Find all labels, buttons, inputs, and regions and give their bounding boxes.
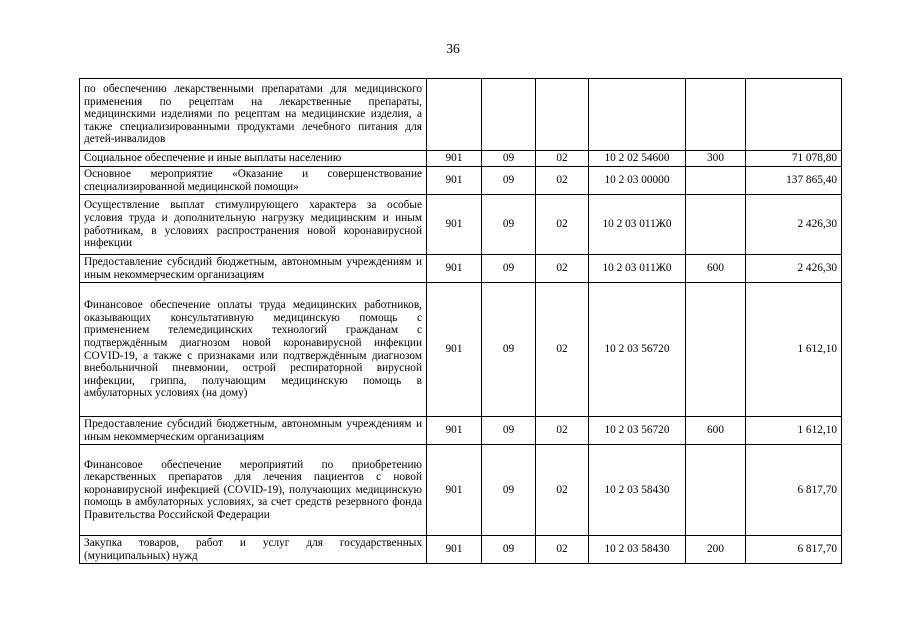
section-code: 09 <box>482 536 536 564</box>
row-name: Предоставление субсидий бюджетным, автономным учреждениям и иным некоммерческим организациям <box>80 417 427 445</box>
ministry-code: 901 <box>427 445 482 536</box>
subsection-code: 02 <box>536 151 589 167</box>
amount: 71 078,80 <box>746 151 842 167</box>
table-row <box>80 417 842 445</box>
table-row <box>80 79 842 151</box>
section-code: 09 <box>482 195 536 255</box>
target-code: 10 2 03 011Ж0 <box>589 255 686 283</box>
ministry-code: 901 <box>427 283 482 417</box>
ministry-code <box>427 79 482 151</box>
expense-type-code: 200 <box>686 536 746 564</box>
target-code: 10 2 03 00000 <box>589 167 686 195</box>
expense-type-code: 600 <box>686 417 746 445</box>
target-code: 10 2 03 56720 <box>589 283 686 417</box>
amount: 1 612,10 <box>746 417 842 445</box>
table-row <box>80 445 842 536</box>
ministry-code: 901 <box>427 151 482 167</box>
row-name: Социальное обеспечение и иные выплаты населению <box>80 151 427 167</box>
subsection-code: 02 <box>536 445 589 536</box>
target-code <box>589 79 686 151</box>
subsection-code <box>536 79 589 151</box>
amount: 137 865,40 <box>746 167 842 195</box>
row-name: Основное мероприятие «Оказание и совершенствование специализированной медицинской помощи» <box>80 167 427 195</box>
expense-type-code <box>686 283 746 417</box>
subsection-code: 02 <box>536 255 589 283</box>
table-row <box>80 283 842 417</box>
section-code <box>482 79 536 151</box>
table-row <box>80 151 842 167</box>
target-code: 10 2 03 58430 <box>589 536 686 564</box>
row-name: по обеспечению лекарственными препаратами для медицинского применения по рецептам на лекарственные препараты, медицинскими изделиями по рецептам на медицинские изделия, а также специализированными продуктами лечебного питания для детей-инвалидов <box>80 79 427 151</box>
expense-type-code: 600 <box>686 255 746 283</box>
subsection-code: 02 <box>536 283 589 417</box>
ministry-code: 901 <box>427 195 482 255</box>
amount: 1 612,10 <box>746 283 842 417</box>
ministry-code: 901 <box>427 255 482 283</box>
table-row <box>80 167 842 195</box>
ministry-code: 901 <box>427 536 482 564</box>
section-code: 09 <box>482 283 536 417</box>
amount: 2 426,30 <box>746 195 842 255</box>
table-row <box>80 536 842 564</box>
ministry-code: 901 <box>427 167 482 195</box>
budget-table <box>79 78 842 564</box>
expense-type-code: 300 <box>686 151 746 167</box>
row-name: Финансовое обеспечение мероприятий по приобретению лекарственных препаратов для лечения пациентов с новой коронавирусной инфекцией (COVID-19), получающих медицинскую помощь в амбулаторных условиях, за счет средств резервного фонда Правительства Российской Федерации <box>80 445 427 536</box>
expense-type-code <box>686 167 746 195</box>
expense-type-code <box>686 79 746 151</box>
section-code: 09 <box>482 417 536 445</box>
target-code: 10 2 03 011Ж0 <box>589 195 686 255</box>
section-code: 09 <box>482 167 536 195</box>
amount: 2 426,30 <box>746 255 842 283</box>
amount <box>746 79 842 151</box>
row-name: Закупка товаров, работ и услуг для государственных (муниципальных) нужд <box>80 536 427 564</box>
subsection-code: 02 <box>536 536 589 564</box>
table-row <box>80 195 842 255</box>
expense-type-code <box>686 195 746 255</box>
subsection-code: 02 <box>536 167 589 195</box>
amount: 6 817,70 <box>746 445 842 536</box>
ministry-code: 901 <box>427 417 482 445</box>
amount: 6 817,70 <box>746 536 842 564</box>
target-code: 10 2 02 54600 <box>589 151 686 167</box>
subsection-code: 02 <box>536 195 589 255</box>
row-name: Финансовое обеспечение оплаты труда медицинских работников, оказывающих консультативную медицинскую помощь с применением телемедицинских технологий гражданам с подтверждённым диагнозом новой коронавирусной инфекции COVID-19, а также с признаками или подтверждённым диагнозом внебольничной пневмонии, острой респираторной вирусной инфекции, гриппа, получающим медицинскую помощь в амбулаторных условиях (на дому) <box>80 283 427 417</box>
expense-type-code <box>686 445 746 536</box>
section-code: 09 <box>482 151 536 167</box>
section-code: 09 <box>482 255 536 283</box>
target-code: 10 2 03 56720 <box>589 417 686 445</box>
table-row <box>80 255 842 283</box>
section-code: 09 <box>482 445 536 536</box>
row-name: Осуществление выплат стимулирующего характера за особые условия труда и дополнительную нагрузку медицинским и иным работникам, в условиях распространения новой коронавирусной инфекции <box>80 195 427 255</box>
subsection-code: 02 <box>536 417 589 445</box>
row-name: Предоставление субсидий бюджетным, автономным учреждениям и иным некоммерческим организациям <box>80 255 427 283</box>
target-code: 10 2 03 58430 <box>589 445 686 536</box>
page-number: 36 <box>446 41 460 56</box>
